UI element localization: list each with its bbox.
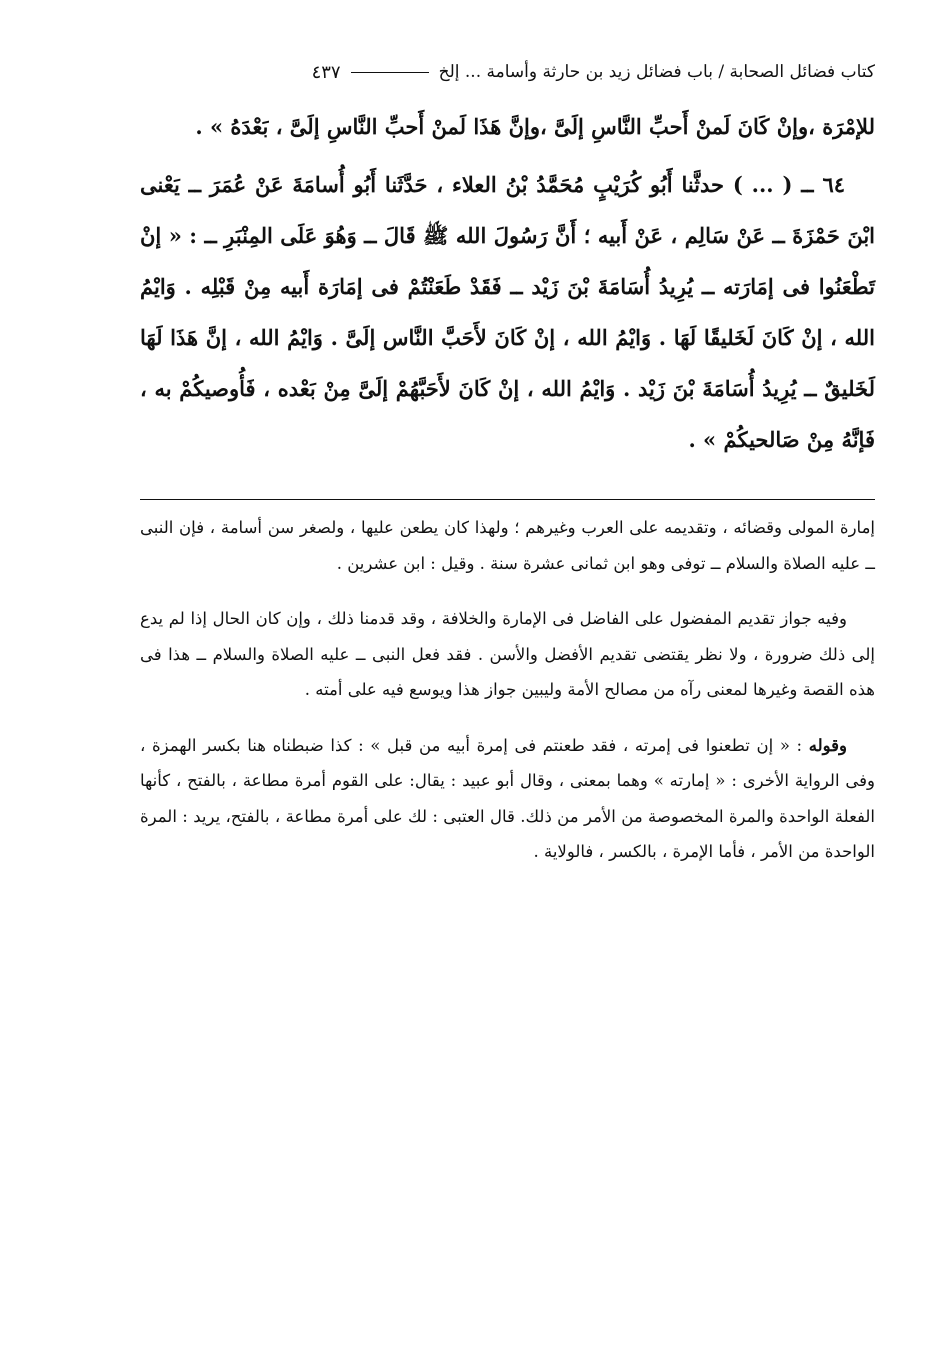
footnote-divider [140,499,875,500]
book-page [140,55,875,870]
commentary-paragraph-3 [140,728,875,870]
page-number: ٤٣٧ [311,61,341,83]
hadith-continuation: للإمْرَة ،وإنْ كَانَ لَمنْ أَحبِّ النَّاسِ إلَىَّ ،وإنَّ هَذَا لَمنْ أَحبِّ النَّاسِ إلَىَّ ، بَعْدَهُ » . [195,114,875,139]
hadith-text [140,103,875,465]
header-title: كتاب فضائل الصحابة / باب فضائل زيد بن حارثة وأسامة ... إلخ [438,62,875,82]
commentary-paragraph-1: إمارة المولى وقضائه ، وتقديمه على العرب وغيرهم ؛ ولهذا كان يطعن عليها ، ولصغر سن أسامة ، فإن النبى ــ عليه الصلاة والسلام ــ توفى وهو ابن ثمانى عشرة سنة . وقيل : ابن عشرين . [140,518,875,573]
commentary-paragraph-3-text: : « إن تطعنوا فى إمرته ، فقد طعنتم فى إمرة أبيه من قبل » : كذا ضبطناه هنا بكسر الهمزة ، وفى الرواية الأخرى : « إمارته » وهما بمعنى ، وقال أبو عبيد : يقال: على القوم أمرة مطاعة ، بالفتح ، كأنها الفعلة الواحدة والمرة المخصوصة من الأمر من ذلك. قال العتبى : لك على أمرة مطاعة ، بالفتح، يريد : المرة الواحدة من الأمر ، فأما الإمرة ، بالكسر ، فالولاية . [140,735,875,861]
commentary-paragraph-2: وفيه جواز تقديم المفضول على الفاضل فى الإمارة والخلافة ، وقد قدمنا ذلك ، وإن كان الحال إذا لم يدع إلى ذلك ضرورة ، ولا نظر يقتضى تقديم الأفضل والأسن . فقد فعل النبى ــ عليه الصلاة والسلام ــ هذا فى هذه القصة وغيرها لمعنى رآه من مصالح الأمة وليبين جواز هذا ويوسع فيه على أمته . [140,609,875,699]
header-rule [351,72,429,73]
running-header [140,55,875,89]
commentary [140,510,875,870]
commentary-lead-word: وقوله [808,735,847,755]
hadith-64: ٦٤ ــ ( ... ) حدثَّنا أَبُو كُرَيْبٍ مُحَمَّدُ بْنُ العلاء ، حَدَّثَنا أَبُو أُسامَةَ عَنْ عُمَرَ ــ يَعْنى ابْنَ حَمْزَةَ ــ عَنْ سَالِم ، عَنْ أَبيه ؛ أَنَّ رَسُولَ الله ﷺ قَالَ ــ وَهُوَ عَلَى المِنْبَرِ ــ : « إنْ تَطْعَنُوا فى إمَارَته ــ يُرِيدُ أُسَامَةَ بْنَ زَيْد ــ فَقَدْ طَعَنْتُمْ فى إمَارَة أَبيه مِنْ قَبْلِه . وَايْمُ الله ، إنْ كَانَ لَخَليقًا لَهَا . وَايْمُ الله ، إنْ كَانَ لأَحَبَّ النَّاس إلَىَّ . وَايْمُ الله ، إنَّ هَذَا لَهَا لَخَليقٌ ــ يُرِيدُ أُسَامَةَ بْنَ زَيْد . وَايْمُ الله ، إنْ كَانَ لأَحَبَّهُمْ إلَىَّ مِنْ بَعْده ، فَأُوصيكُمْ به ، فَإنَّهُ مِنْ صَالحيكُمْ » . [140,172,875,452]
